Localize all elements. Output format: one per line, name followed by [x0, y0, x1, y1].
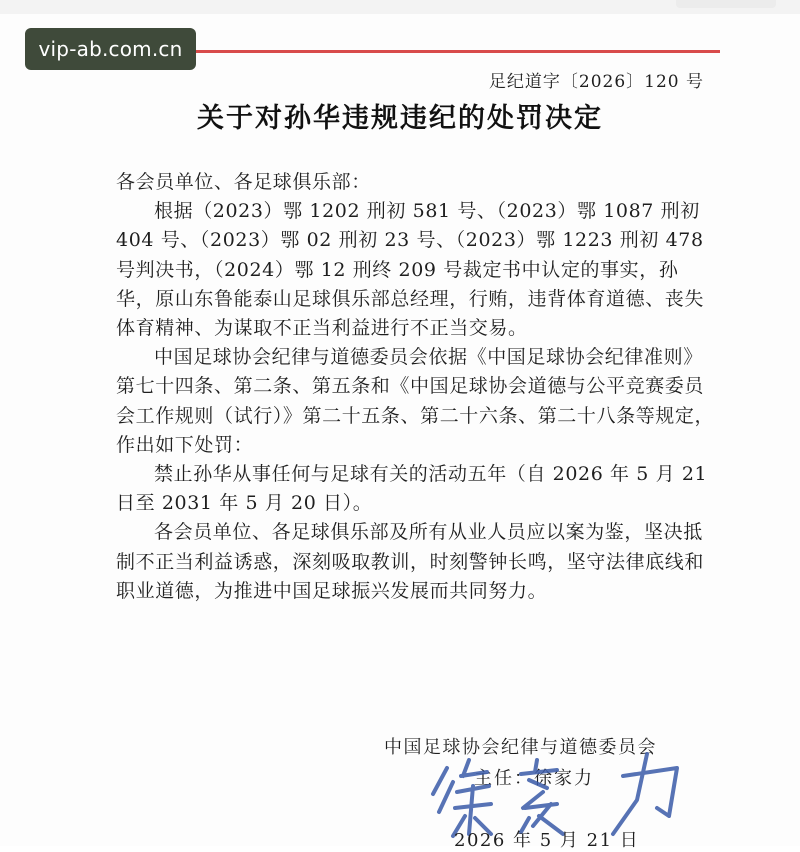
paragraph-penalty: 禁止孙华从事任何与足球有关的活动五年（自 2026 年 5 月 21 日至 2031 年 5 月 20 日）。 — [116, 463, 708, 515]
document-number: 足纪道字〔2026〕120 号 — [488, 72, 704, 92]
paragraph-facts: 根据（2023）鄂 1202 刑初 581 号、（2023）鄂 1087 刑初 404 号、（2023）鄂 02 刑初 23 号、（2023）鄂 1223 刑初 478 号判决书，（2024）鄂 12 刑终 209 号裁定书中认定的事实，孙华，原山东鲁能泰山足球俱乐部总经理，行贿，违背体育道德、丧失体育精神、为谋取不正当利益进行不正当交易。 — [116, 200, 705, 340]
paragraph-basis: 中国足球协会纪律与道德委员会依据《中国足球协会纪律准则》第七十四条、第二条、第五条和《中国足球协会道德与公平竞赛委员会工作规则（试行）》第二十五条、第二十六条、第二十八条等规定，作出如下处罚： — [116, 346, 715, 456]
director-line: 主任：徐家力 — [474, 768, 594, 789]
watermark-badge: vip-ab.com.cn — [25, 28, 196, 70]
top-tab-shape — [676, 0, 776, 8]
document-body — [116, 168, 716, 606]
paragraph-warning: 各会员单位、各足球俱乐部及所有从业人员应以案为鉴，坚决抵制不正当利益诱惑，深刻吸取教训，时刻警钟长鸣，坚守法律底线和职业道德，为推进中国足球振兴发展而共同努力。 — [116, 521, 705, 602]
signing-date: 2026 年 5 月 21 日 — [454, 830, 640, 851]
salutation: 各会员单位、各足球俱乐部： — [116, 171, 371, 193]
signing-organization: 中国足球协会纪律与道德委员会 — [384, 737, 657, 758]
document-title: 关于对孙华违规违纪的处罚决定 — [197, 103, 603, 134]
